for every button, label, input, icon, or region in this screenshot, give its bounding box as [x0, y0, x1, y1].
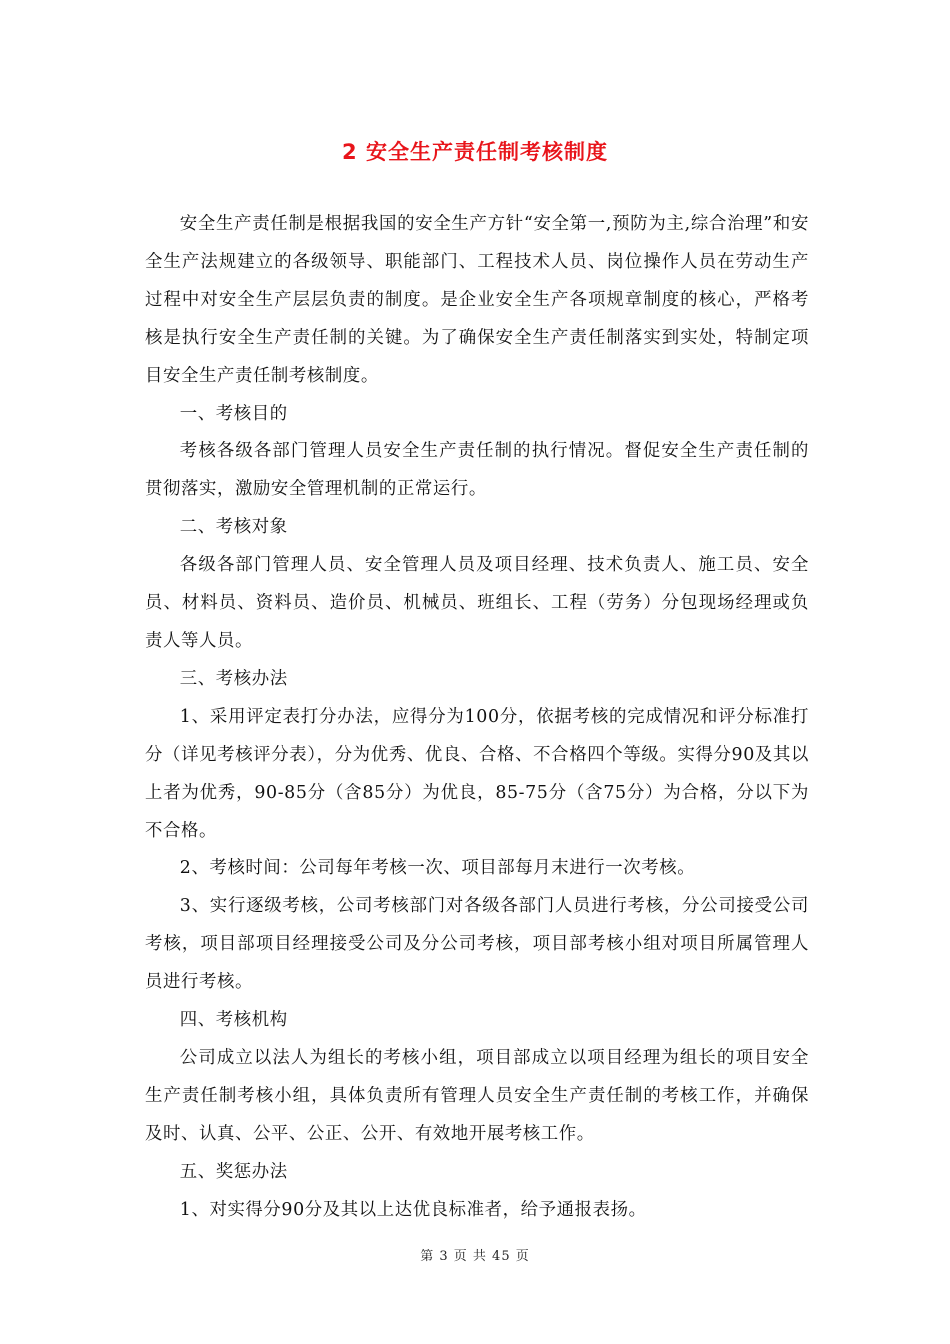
section-heading-targets: 二、考核对象: [179, 517, 288, 538]
section-heading-rewards: 五、奖惩办法: [179, 1161, 288, 1182]
document-body: [145, 206, 809, 1229]
paragraph-targets: 各级各部门管理人员、安全管理人员及项目经理、技术负责人、施工员、安全员、材料员、资料员、造价员、机械员、班组长、工程（劳务）分包现场经理或负责人等人员。: [145, 555, 809, 651]
paragraph-organization: 公司成立以法人为组长的考核小组，项目部成立以项目经理为组长的项目安全生产责任制考核小组，具体负责所有管理人员安全生产责任制的考核工作，并确保及时、认真、公平、公正、公开、有效地开展考核工作。: [145, 1047, 809, 1144]
paragraph-method-1: 1、采用评定表打分办法，应得分为100分，依据考核的完成情况和评分标准打分（详见考核评分表），分为优秀、优良、合格、不合格四个等级。实得分90及其以上者为优秀，90-85分（含85分）为优良，85-75分（含75分）为合格，分以下为不合格。: [145, 706, 809, 841]
paragraph-method-2: 2、考核时间：公司每年考核一次、项目部每月末进行一次考核。: [179, 858, 696, 879]
paragraph-intro: 安全生产责任制是根据我国的安全生产方针“安全第一,预防为主,综合治理”和安全生产法规建立的各级领导、职能部门、工程技术人员、岗位操作人员在劳动生产过程中对安全生产层层负责的制度。是企业安全生产各项规章制度的核心，严格考核是执行安全生产责任制的关键。为了确保安全生产责任制落实到实处，特制定项目安全生产责任制考核制度。: [145, 214, 809, 386]
section-heading-methods: 三、考核办法: [179, 668, 288, 689]
paragraph-purpose: 考核各级各部门管理人员安全生产责任制的执行情况。督促安全生产责任制的贯彻落实，激励安全管理机制的正常运行。: [145, 441, 809, 500]
document-title: 2 安全生产责任制考核制度: [342, 140, 608, 164]
paragraph-reward-1: 1、对实得分90分及其以上达优良标准者，给予通报表扬。: [179, 1199, 647, 1220]
page-number-footer: 第 3 页 共 45 页: [420, 1249, 530, 1264]
section-heading-purpose: 一、考核目的: [179, 403, 288, 424]
section-heading-organization: 四、考核机构: [179, 1010, 288, 1031]
paragraph-method-3: 3、实行逐级考核，公司考核部门对各级各部门人员进行考核，分公司接受公司考核，项目部项目经理接受公司及分公司考核，项目部考核小组对项目所属管理人员进行考核。: [145, 896, 809, 993]
